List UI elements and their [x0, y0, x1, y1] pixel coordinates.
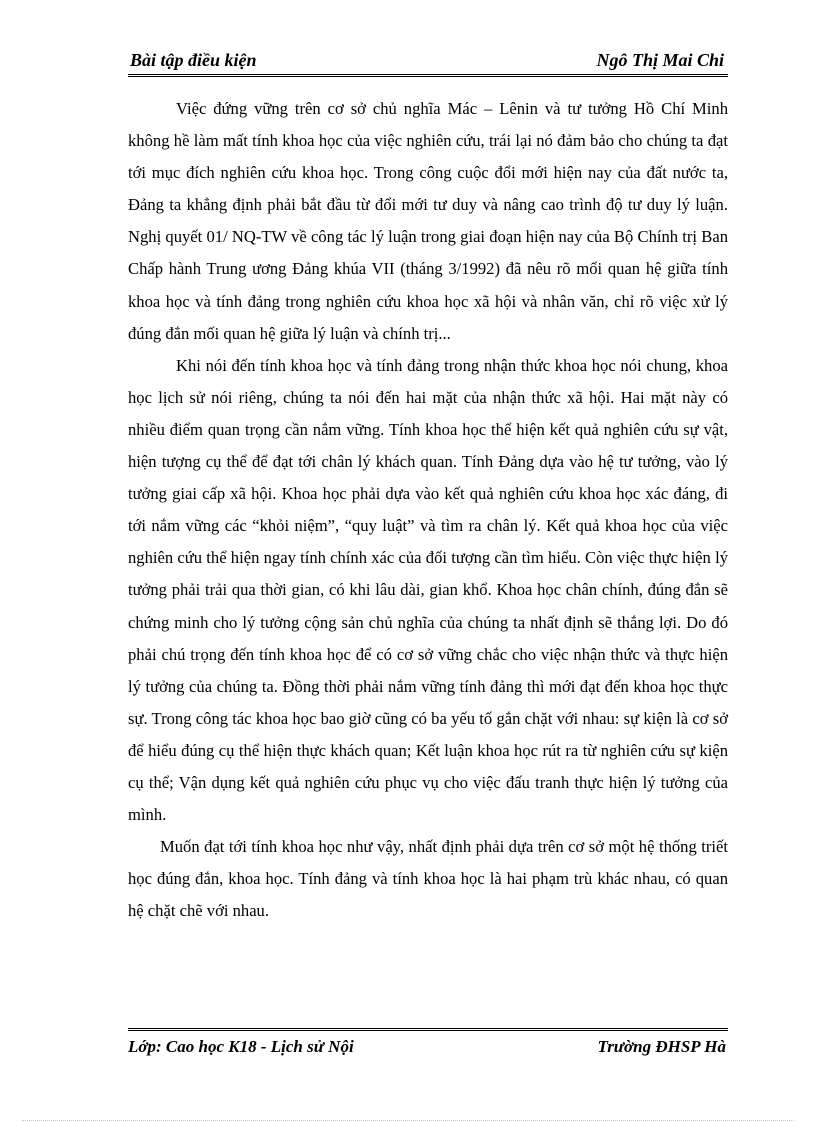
- header-title: Bài tập điều kiện: [130, 50, 257, 70]
- header-author: Ngô Thị Mai Chi: [596, 50, 724, 70]
- footer-school: Trường ĐHSP Hà: [597, 1037, 726, 1056]
- paragraph-3: Muốn đạt tới tính khoa học như vậy, nhất định phải dựa trên cơ sở một hệ thống triết học đúng đắn, khoa học. Tính đảng và tính khoa học là hai phạm trù khác nhau, có quan hệ chặt chẽ với nhau.: [128, 837, 728, 921]
- page-header: [128, 48, 728, 77]
- document-body: [128, 93, 728, 927]
- paragraph-1: Việc đứng vững trên cơ sở chủ nghĩa Mác – Lênin và tư tưởng Hồ Chí Minh không hề làm mất tính khoa học của việc nghiên cứu, trái lại nó đảm bảo cho chúng ta đạt tới mục đích nghiên cứu khoa học. Trong công cuộc đổi mới hiện nay của đất nước ta, Đảng ta khẳng định phải bắt đầu từ đổi mới tư duy và nâng cao trình độ tư duy lý luận. Nghị quyết 01/ NQ-TW về công tác lý luận trong giai đoạn hiện nay của Bộ Chính trị Ban Chấp hành Trung ương Đảng khúa VII (tháng 3/1992) đã nêu rõ mối quan hệ giữa tính khoa học và tính đảng trong nghiên cứu khoa học xã hội và nhân văn, chỉ rõ việc xử lý đúng đắn mối quan hệ giữa lý luận và chính trị...: [128, 99, 728, 343]
- page-bottom-border: [22, 1120, 794, 1121]
- page-footer: [128, 1028, 728, 1081]
- footer-class: Lớp: Cao học K18 - Lịch sử Nội: [128, 1037, 354, 1056]
- paragraph-2: Khi nói đến tính khoa học và tính đảng trong nhận thức khoa học nói chung, khoa học lịch sử nói riêng, chúng ta nói đến hai mặt của nhận thức xã hội. Hai mặt này có nhiều điểm quan trọng cần nắm vững. Tính khoa học thể hiện kết quả nghiên cứu sự vật, hiện tượng cụ thể để đạt tới chân lý khách quan. Tính Đảng dựa vào hệ tư tưởng, vào lý tưởng giai cấp xã hội. Khoa học phải dựa vào kết quả nghiên cứu khoa học xác đáng, đi tới nắm vững các “khỏi niệm”, “quy luật” và tìm ra chân lý. Kết quả khoa học của việc nghiên cứu thể hiện ngay tính chính xác của đối tượng cần tìm hiểu. Còn việc thực hiện lý tưởng phải trải qua thời gian, có khi lâu dài, gian khổ. Khoa học chân chính, đúng đắn sẽ chứng minh cho lý tưởng cộng sản chủ nghĩa của chúng ta nhất định sẽ thắng lợi. Do đó phải chú trọng đến tính khoa học để có cơ sở vững chắc cho việc nhận thức và thực hiện lý tưởng của chúng ta. Đồng thời phải nắm vững tính đảng thì mới đạt đến khoa học thực sự. Trong công tác khoa học bao giờ cũng có ba yếu tố gắn chặt với nhau: sự kiện là cơ sở để hiểu đúng cụ thể hiện thực khách quan; Kết luận khoa học rút ra từ nghiên cứu sự kiện cụ thể; Vận dụng kết quả nghiên cứu phục vụ cho việc đấu tranh thực hiện lý tưởng của mình.: [128, 355, 728, 825]
